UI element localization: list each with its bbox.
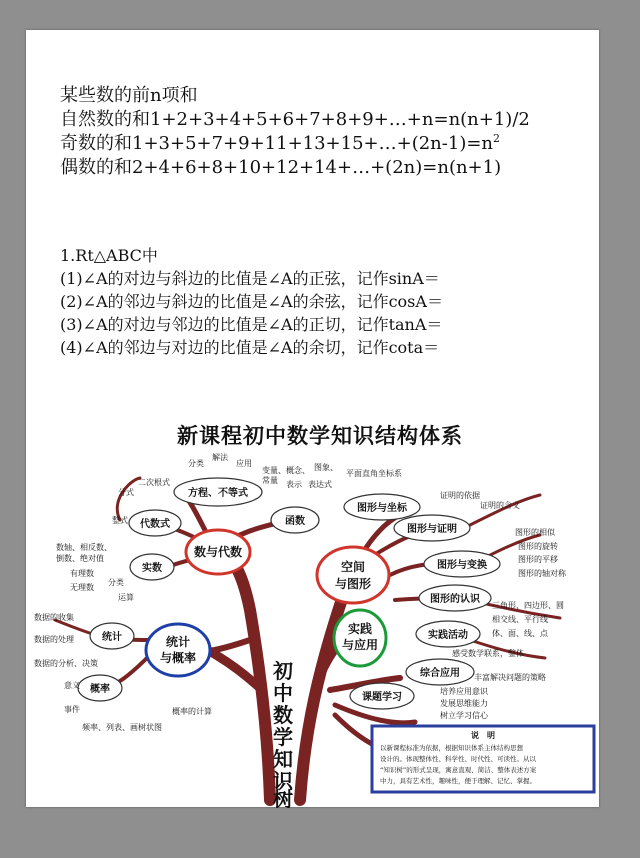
- leaf-similarity: 图形的相似: [515, 528, 555, 537]
- leaf-reciprocal: 倒数、绝对值: [56, 554, 104, 563]
- odd-sum-exponent: 2: [493, 132, 501, 145]
- practice-main-label-2: 与应用: [341, 638, 379, 652]
- leaf-operations: 运算: [118, 593, 134, 602]
- note-title: 说 明: [471, 731, 495, 740]
- leaf-proof-basis: 证明的依据: [440, 491, 480, 500]
- shapes-knowledge-label: 图形的认识: [430, 594, 480, 605]
- trig-cos-line: (2)∠A的邻边与斜边的比值是∠A的余弦，记作cosA＝: [60, 292, 443, 311]
- note-line-4: 中力，具有艺术性，趣味性，便于理解、记忆、掌握。: [380, 777, 536, 785]
- leaf-data-collection: 数据的收集: [34, 613, 74, 622]
- topic-study-label: 课题学习: [362, 692, 402, 703]
- odd-sum-text: 奇数的和1+3+5+7+9+11+13+15+…+(2n-1)=n: [60, 133, 494, 154]
- leaf-application: 应用: [236, 459, 252, 468]
- even-sum-line: 偶数的和2+4+6+8+10+12+14+…+(2n)=n(n+1): [60, 157, 502, 178]
- natural-sum-line: 自然数的和1+2+3+4+5+6+7+8+9+…+n=n(n+1)/2: [60, 109, 530, 130]
- trunk-char-1: 初: [273, 659, 293, 683]
- shapes-proof-label: 图形与证明: [407, 524, 457, 535]
- leaf-graph: 图象、: [314, 463, 338, 472]
- leaf-strategies: 丰富解决问题的策略: [474, 673, 546, 682]
- real-numbers-label: 实数: [142, 563, 162, 574]
- series-heading: 某些数的前n项和: [60, 85, 198, 106]
- leaf-quadratic-radical: 二次根式: [138, 478, 170, 487]
- leaf-solution: 解法: [212, 453, 228, 462]
- geometry-main-label-2: 与图形: [334, 577, 372, 591]
- leaf-events: 事件: [64, 705, 80, 714]
- probability-label: 概率: [90, 684, 110, 695]
- leaf-rotation: 图形的旋转: [518, 542, 558, 551]
- leaf-thinking: 发展思维能力: [440, 699, 488, 708]
- leaf-irrational: 无理数: [70, 583, 94, 592]
- note-line-1: 以新课程标准为依据，根据知识体系主体结构思想: [380, 744, 523, 752]
- knowledge-tree-title: 新课程初中数学知识结构体系: [177, 424, 463, 448]
- leaf-confidence: 树立学习信心: [440, 711, 488, 720]
- leaf-data-processing: 数据的处理: [34, 635, 74, 644]
- shapes-transform-label: 图形与变换: [437, 560, 487, 571]
- leaf-coordinate-system: 平面直角坐标系: [346, 469, 402, 478]
- shapes-coords-label: 图形与坐标: [357, 503, 407, 514]
- geometry-main-label-1: 空间: [340, 560, 366, 574]
- stats-main-label-1: 统计: [165, 635, 191, 649]
- leaf-algebra-classify: 分类: [108, 578, 124, 587]
- trig-section: [60, 244, 443, 359]
- comprehensive-label: 综合应用: [420, 668, 460, 679]
- trig-tan-line: (3)∠A的对边与邻边的比值是∠A的正切，记作tanA＝: [60, 315, 443, 334]
- leaf-lines: 相交线、平行线: [492, 615, 548, 624]
- leaf-awareness: 培养应用意识: [440, 687, 488, 696]
- leaf-constant: 常量: [262, 476, 278, 485]
- geometry-ring: [317, 547, 389, 603]
- trunk-char-2: 中: [273, 681, 293, 705]
- series-sums-section: [60, 84, 530, 180]
- equations-label: 方程、不等式: [188, 488, 248, 499]
- leaf-axial-symmetry: 图形的轴对称: [518, 569, 566, 578]
- note-line-3: “知识树”的形式呈现，寓意直观、简洁、整体表述方案: [380, 766, 537, 774]
- trunk-char-5: 知: [273, 747, 293, 771]
- leaf-translation: 图形的平移: [518, 555, 558, 564]
- leaf-rational: 有理数: [70, 569, 94, 578]
- leaf-polynomial: 整式: [112, 516, 128, 525]
- stats-main-label-2: 与概率: [159, 651, 197, 665]
- leaf-data-analysis: 数据的分析、决策: [34, 659, 98, 668]
- trig-sin-line: (1)∠A的对边与斜边的比值是∠A的正弦，记作sinA＝: [60, 269, 440, 288]
- knowledge-tree-diagram: [0, 440, 640, 808]
- trunk-char-6: 识: [273, 769, 293, 793]
- leaf-variable: 变量、概念、: [262, 466, 310, 475]
- note-line-2: 设计的。体现整体性、科学性、时代性、可读性。从以: [380, 755, 536, 763]
- leaf-math-connection: 感受数学联系，整体: [452, 649, 524, 658]
- stats-ring: [146, 624, 210, 676]
- stats-label: 统计: [102, 632, 122, 643]
- trunk-char-3: 数: [273, 703, 293, 727]
- trig-heading: 1.Rt△ABC中: [60, 246, 158, 265]
- trunk-char-4: 学: [273, 725, 293, 749]
- leaf-frequency: 频率、列表、画树状图: [82, 723, 162, 732]
- leaf-proof-meaning: 证明的含义: [480, 501, 520, 510]
- practice-main-label-1: 实践: [347, 622, 373, 636]
- leaf-meaning: 意义: [64, 681, 80, 690]
- algebra-main-label: 数与代数: [193, 545, 243, 559]
- leaf-expression: 表达式: [308, 480, 332, 489]
- leaf-classification: 分类: [188, 459, 204, 468]
- leaf-represent: 表示: [286, 480, 302, 489]
- algebraic-expr-label: 代数式: [140, 519, 170, 530]
- function-label: 函数: [285, 516, 305, 527]
- leaf-polygons: 三角形、四边形、圆: [492, 601, 564, 610]
- odd-sum-line: [60, 132, 530, 156]
- trig-cot-line: (4)∠A的邻边与对边的比值是∠A的余切，记作cota＝: [60, 338, 440, 357]
- activity-label: 实践活动: [428, 630, 468, 641]
- leaf-numberline: 数轴、相反数、: [56, 543, 112, 552]
- leaf-solids: 体、面、线、点: [492, 629, 548, 638]
- leaf-prob-calc: 概率的计算: [172, 707, 212, 716]
- trunk-char-7: 树: [273, 787, 293, 808]
- leaf-fraction: 分式: [118, 488, 134, 497]
